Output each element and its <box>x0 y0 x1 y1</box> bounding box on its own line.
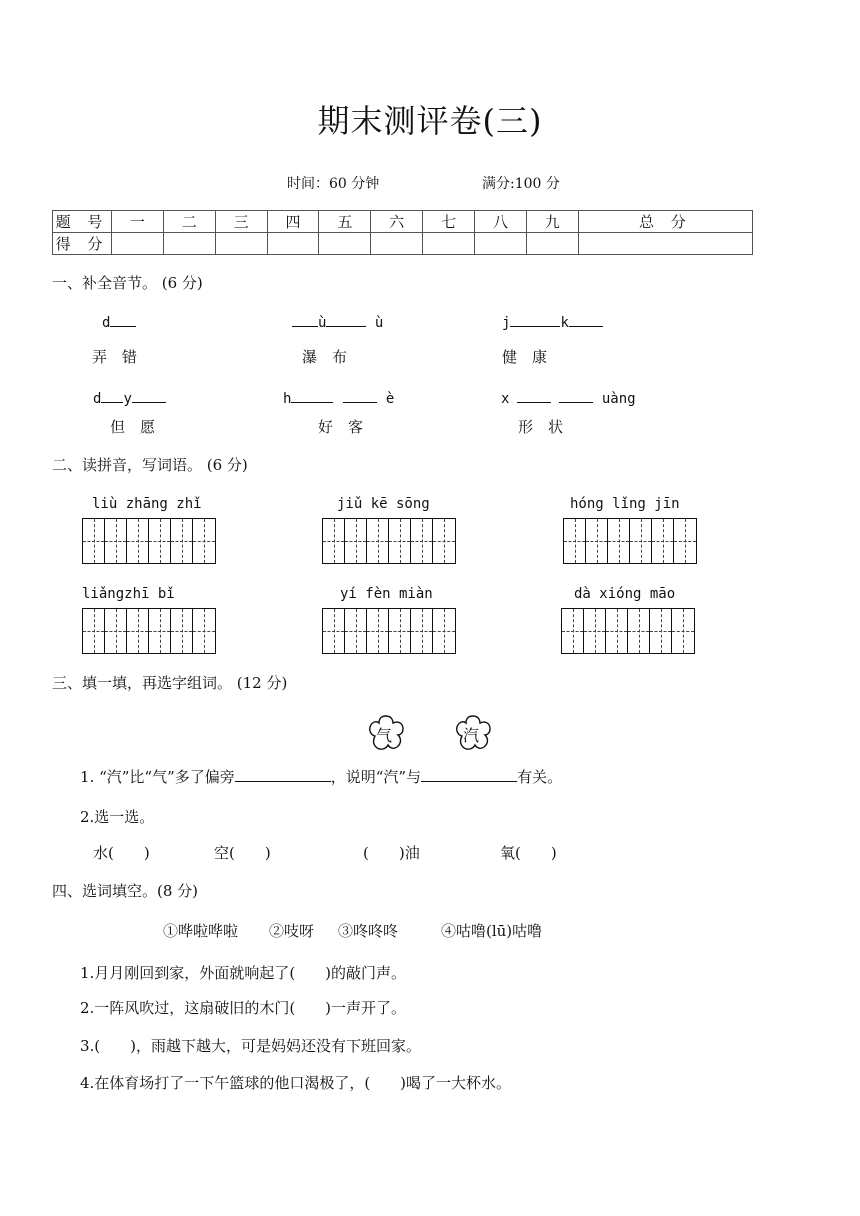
score-header-cell: 二 <box>163 211 215 233</box>
syllable-word: 好 客 <box>318 418 364 436</box>
syllable-blank[interactable] <box>292 312 318 327</box>
answer-blank[interactable] <box>235 767 331 782</box>
char-qi: 气 <box>376 726 393 745</box>
word-option: ③咚咚咚 <box>338 922 399 940</box>
score-header-cell: 三 <box>215 211 267 233</box>
score-cell[interactable] <box>526 233 578 255</box>
score-header-cell: 六 <box>371 211 423 233</box>
pinyin-prompt: jiǔ kē sōng <box>337 496 430 512</box>
syllable-mid: ù <box>318 315 327 331</box>
score-header-total: 总 分 <box>578 211 752 233</box>
question-4-1[interactable]: 1.月月刚回到家，外面就响起了( )的敲门声。 <box>80 964 407 982</box>
pinyin-prompt: liǎngzhī bǐ <box>82 586 175 602</box>
writing-grid[interactable] <box>561 608 695 654</box>
syllable-item <box>102 312 136 331</box>
syllable-blank[interactable] <box>569 312 603 327</box>
syllable-blank[interactable] <box>132 388 166 403</box>
syllable-tail: uàng <box>593 391 636 407</box>
question-3-1 <box>80 766 562 787</box>
syllable-blank[interactable] <box>343 388 377 403</box>
word-option: ④咕噜(lū)咕噜 <box>441 922 543 940</box>
score-header-cell: 四 <box>267 211 319 233</box>
question-3-2: 2.选一选。 <box>80 808 155 826</box>
q1-part-b: ，说明“汽”与 <box>330 768 422 786</box>
syllable-initial: j <box>502 315 511 331</box>
syllable-initial: d <box>93 391 102 407</box>
page-title: 期末测评卷(三) <box>317 102 543 140</box>
question-4-2[interactable]: 2.一阵风吹过，这扇破旧的木门( )一声开了。 <box>80 999 407 1017</box>
syllable-item <box>501 388 636 407</box>
syllable-initial: d <box>102 315 111 331</box>
word-option: ②吱呀 <box>269 922 315 940</box>
syllable-blank[interactable] <box>510 312 560 327</box>
syllable-mid: y <box>123 391 132 407</box>
syllable-tail: ù <box>366 315 384 331</box>
section-4-title: 四、选词填空。(8 分) <box>52 882 199 900</box>
syllable-mid: k <box>560 315 569 331</box>
writing-grid[interactable] <box>82 608 216 654</box>
score-header-cell: 七 <box>423 211 475 233</box>
writing-grid[interactable] <box>563 518 697 564</box>
score-cell[interactable] <box>371 233 423 255</box>
score-row-label: 得 分 <box>53 233 112 255</box>
syllable-initial: x <box>501 391 510 407</box>
section-1-title: 一、补全音节。 (6 分) <box>52 274 203 292</box>
score-cell[interactable] <box>578 233 752 255</box>
syllable-item <box>502 312 603 331</box>
writing-grid[interactable] <box>322 518 456 564</box>
pinyin-prompt: yí fèn miàn <box>340 586 433 602</box>
q1-part-a: 1. “汽”比“气”多了偏旁 <box>80 768 235 786</box>
syllable-blank[interactable] <box>101 388 123 403</box>
syllable-word: 形 状 <box>518 418 564 436</box>
score-cell[interactable] <box>112 233 164 255</box>
syllable-item <box>283 388 394 407</box>
score-header-cell: 九 <box>526 211 578 233</box>
word-option: ①哗啦哗啦 <box>163 922 239 940</box>
syllable-blank[interactable] <box>110 312 136 327</box>
pinyin-prompt: hóng lǐng jīn <box>570 496 680 512</box>
score-cell[interactable] <box>475 233 527 255</box>
syllable-item <box>93 388 166 407</box>
section-3-title: 三、填一填，再选字组词。 (12 分) <box>52 674 288 692</box>
score-header-cell: 八 <box>475 211 527 233</box>
syllable-word: 但 愿 <box>110 418 156 436</box>
q1-part-c: 有关。 <box>517 768 563 786</box>
score-table <box>52 210 753 255</box>
score-cell[interactable] <box>319 233 371 255</box>
syllable-blank[interactable] <box>517 388 551 403</box>
char-qi-steam: 汽 <box>463 726 480 745</box>
score-header-cell: 一 <box>112 211 164 233</box>
choice-item[interactable]: 氧( ) <box>500 844 557 862</box>
pinyin-prompt: liù zhāng zhǐ <box>92 496 202 512</box>
syllable-word: 弄 错 <box>92 348 138 366</box>
score-table-score-row <box>53 233 753 255</box>
score-header-cell: 五 <box>319 211 371 233</box>
score-header-label: 题 号 <box>53 211 112 233</box>
syllable-blank[interactable] <box>291 388 333 403</box>
full-score-info: 满分:100 分 <box>482 176 560 192</box>
score-table-header-row <box>53 211 753 233</box>
syllable-initial: h <box>283 391 292 407</box>
time-info: 时间：60 分钟 <box>287 176 380 192</box>
choice-item[interactable]: ( )油 <box>363 844 420 862</box>
question-4-3[interactable]: 3.( )，雨越下越大，可是妈妈还没有下班回家。 <box>80 1037 422 1055</box>
score-cell[interactable] <box>163 233 215 255</box>
syllable-tail: è <box>377 391 395 407</box>
choice-item[interactable]: 空( ) <box>214 844 271 862</box>
syllable-item <box>292 312 383 331</box>
choice-item[interactable]: 水( ) <box>93 844 150 862</box>
score-cell[interactable] <box>215 233 267 255</box>
syllable-blank[interactable] <box>559 388 593 403</box>
writing-grid[interactable] <box>322 608 456 654</box>
section-2-title: 二、读拼音，写词语。 (6 分) <box>52 456 248 474</box>
syllable-word: 瀑 布 <box>302 348 348 366</box>
question-4-4[interactable]: 4.在体育场打了一下午篮球的他口渴极了，( )喝了一大杯水。 <box>80 1074 512 1092</box>
syllable-word: 健 康 <box>502 348 548 366</box>
writing-grid[interactable] <box>82 518 216 564</box>
pinyin-prompt: dà xióng māo <box>574 586 676 602</box>
score-cell[interactable] <box>423 233 475 255</box>
syllable-blank[interactable] <box>326 312 366 327</box>
answer-blank[interactable] <box>421 767 517 782</box>
score-cell[interactable] <box>267 233 319 255</box>
